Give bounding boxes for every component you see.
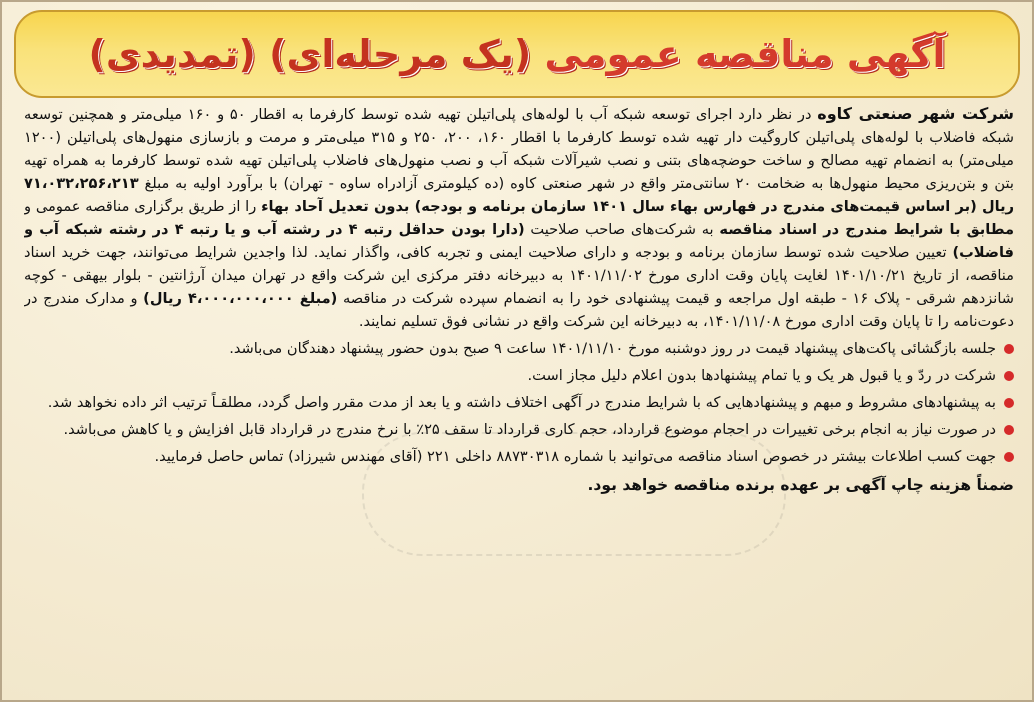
bullet-text: جهت کسب اطلاعات بیشتر در خصوص اسناد مناقصه می‌توانید با شماره ۸۸۷۳۰۳۱۸ داخلی ۲۲۱ (آقای مهندس شیرزاد) تماس حاصل فرمایید. (154, 448, 996, 465)
bullet-opening-session (24, 337, 1014, 360)
rest-text: تعیین صلاحیت شده توسط سازمان برنامه و بودجه و دارای صلاحیت ایمنی و تجربه کافی، واگذار نماید. لذا واجدین شرایط می‌توانند، جهت خرید اسناد مناقصه، از تاریخ ۱۴۰۱/۱۰/۲۱ لغایت پایان وقت اداری مورخ ۱۴۰۱/۱۱/۰۲ به دبیرخانه دفتر مرکزی این شرکت واقع در تهران میدان آرژانتین - بلوار بیهقی - کوچه شانزدهم شرقی - پلاک ۱۶ - طبقه اول مراجعه و قیمت پیشنهادی خود را به انضمام سپرده شرکت در مناقصه (24, 244, 1014, 307)
intro-text: در نظر دارد اجرای توسعه شبکه آب با لوله‌های پلی‌اتیلن تهیه شده توسط کارفرما به اقطار ۵۰ و ۱۶۰ میلی‌متر و همچنین توسعه شبکه فاضلاب با لوله‌های پلی‌اتیلن کاروگیت دار تهیه شده توسط کارفرما با اقطار ۱۶۰، ۲۰۰، ۲۵۰ و ۳۱۵ میلی‌متر و مرمت و بازسازی منهول‌های پلی‌اتیلن (۱۲۰۰ میلی‌متر) به انضمام تهیه مصالح و ساخت حوضچه‌های بتنی و نصب شیرآلات شبکه آب و نصب منهول‌های فاضلاب پلی‌اتیلن تهیه شده توسط کارفرما به همراه تهیه بتن و بتن‌ریزی محیط منهول‌ها به ضخامت ۲۰ سانتی‌متر واقع در شهر صنعتی کاوه (ده کیلومتری آزادراه ساوه - تهران) (24, 106, 1014, 192)
main-paragraph (24, 102, 1014, 333)
bullet-contact-info (24, 445, 1014, 468)
bullet-dot (1004, 371, 1014, 381)
deposit-amount: (مبلغ ۴،۰۰۰،۰۰۰،۰۰۰ ریال) (143, 290, 338, 307)
title-main: آگهی مناقصه عمومی (544, 32, 946, 76)
bullet-text: جلسه بازگشائی پاکت‌های پیشنهاد قیمت در روز دوشنبه مورخ ۱۴۰۱/۱۱/۱۰ ساعت ۹ صبح بدون حضور پیشنهاد دهندگان می‌باشد. (229, 340, 996, 357)
bullet-text: در صورت نیاز به انجام برخی تغییرات در احجام موضوع قرارداد، حجم کاری قرارداد تا سقف ۲۵٪ با نرخ مندرج در قرارداد قابل افزایش و یا کاهش می‌باشد. (63, 421, 996, 438)
bullet-dot (1004, 398, 1014, 408)
bullet-dot (1004, 344, 1014, 354)
page-title (88, 32, 945, 76)
title-sub: (یک مرحله‌ای) (تمدیدی) (88, 32, 532, 76)
estimate-amount: ۷۱،۰۳۲،۲۵۶،۲۱۳ ریال (بر اساس قیمت‌های مندرج در فهارس بهاء سال ۱۴۰۱ سازمان برنامه و بودجه) بدون تعدیل آحاد بهاء (24, 175, 1014, 215)
method-mid: به شرکت‌های صاحب صلاحیت (524, 221, 720, 238)
notice-body (24, 102, 1014, 698)
qualification-requirement: (دارا بودن حداقل رتبه ۴ در رشته آب و یا رتبه ۴ در رشته شبکه آب و فاضلاب) (24, 221, 1014, 261)
bullet-text: به پیشنهادهای مشروط و مبهم و پیشنهادهایی که با شرایط مندرج در آگهی اختلاف داشته و یا بعد از مدت مقرر واصل گردد، مطلقـاً ترتیب اثر داده نخواهد شد. (47, 394, 996, 411)
estimate-prefix: با برآورد اولیه به مبلغ (138, 175, 284, 192)
title-banner (14, 10, 1020, 98)
closing-text: و مدارک مندرج در دعوت‌نامه را تا پایان وقت اداری مورخ ۱۴۰۱/۱۱/۰۸، به دبیرخانه این شرکت واقع در نشانی فوق تسلیم نمایند. (24, 290, 1014, 330)
bullet-volume-change (24, 418, 1014, 441)
bullet-text: شرکت در ردّ و یا قبول هر یک و یا تمام پیشنهادها بدون اعلام دلیل مجاز است. (527, 367, 996, 384)
bullet-conditional-offers (24, 391, 1014, 414)
bullet-dot (1004, 452, 1014, 462)
bullet-dot (1004, 425, 1014, 435)
footer-note: ضمناً هزینه چاپ آگهی بر عهده برنده مناقصه خواهد بود. (587, 476, 1014, 494)
bullet-reject-right (24, 364, 1014, 387)
method-prefix: را از طریق برگزاری مناقصه عمومی و (24, 198, 262, 215)
company-name: شرکت شهر صنعتی کاوه (817, 104, 1014, 123)
method-conditions: مطابق با شرایط مندرج در اسناد مناقصه (719, 221, 1014, 238)
